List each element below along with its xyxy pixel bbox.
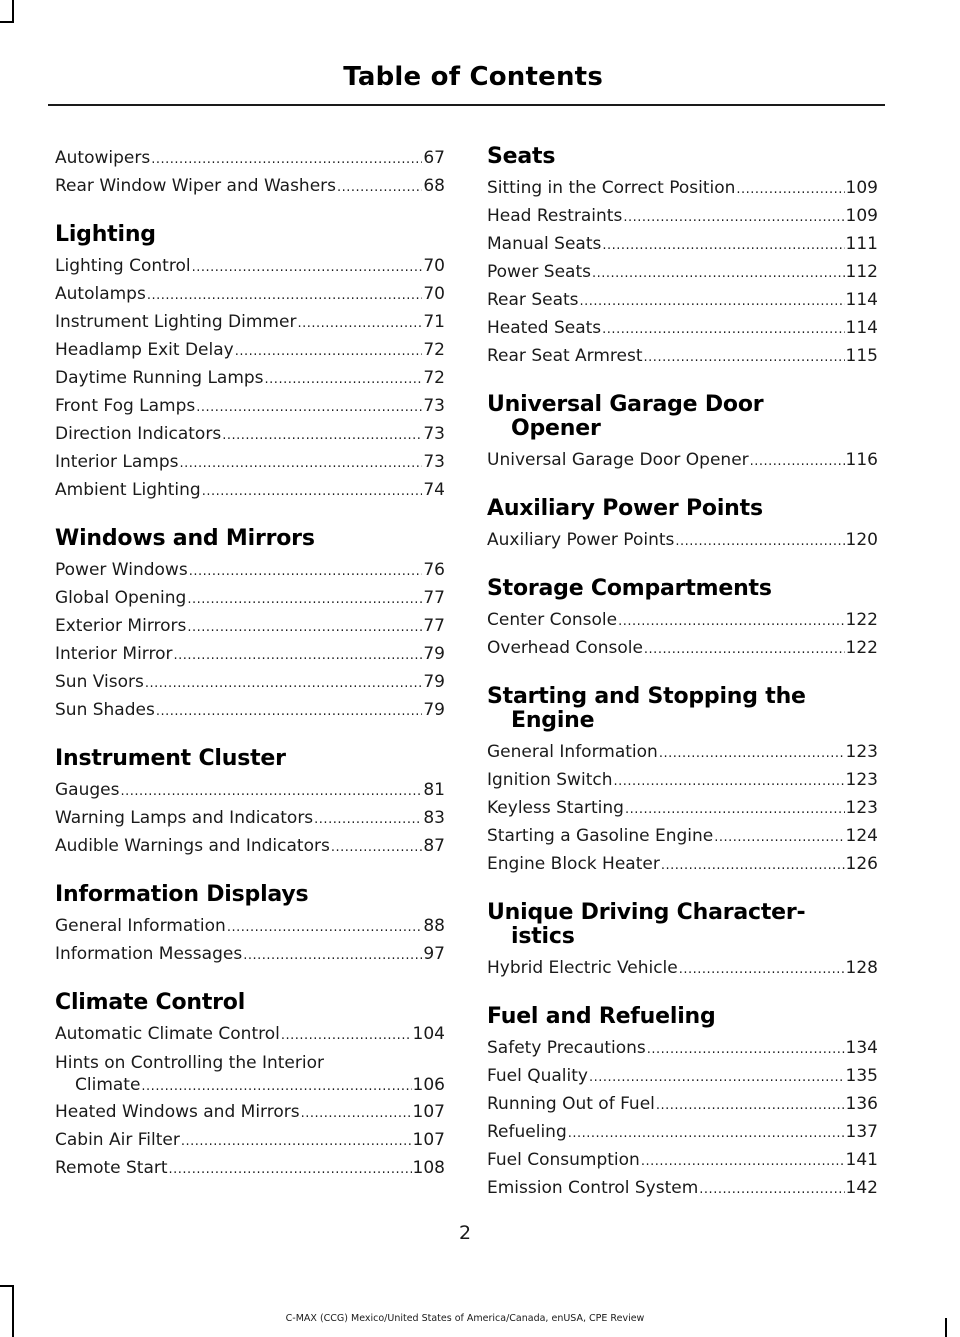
page-title: Table of Contents: [343, 62, 603, 92]
dot-leader: [180, 451, 423, 477]
section-title: [487, 1005, 878, 1029]
toc-entry-page: 74: [423, 480, 445, 500]
section-title-line: Fuel and Refueling: [487, 1004, 716, 1029]
toc-entry-autowipers[interactable]: [55, 145, 445, 173]
toc-entry-warning-lamps-and-indicators[interactable]: [55, 805, 445, 833]
dot-leader: [618, 609, 844, 635]
toc-entry-fuel-consumption[interactable]: [487, 1147, 878, 1175]
toc-entry-label: Hints on Controlling the Interior: [55, 1053, 324, 1073]
toc-entry-center-console[interactable]: [487, 607, 878, 635]
toc-entry-label: Emission Control System: [487, 1178, 699, 1198]
toc-entry-audible-warnings-and-indicators[interactable]: [55, 833, 445, 861]
toc-entry-label: Gauges: [55, 780, 120, 800]
toc-entry-label: Warning Lamps and Indicators: [55, 808, 314, 828]
toc-entry-page: 71: [423, 312, 445, 332]
dot-leader: [265, 367, 423, 393]
toc-entry-label: Manual Seats: [487, 234, 602, 254]
dot-leader: [750, 449, 845, 475]
dot-leader: [625, 797, 845, 823]
toc-entry-page: 123: [845, 798, 878, 818]
dot-leader: [659, 741, 845, 767]
dot-leader: [602, 317, 844, 343]
toc-entry-page: 97: [423, 944, 445, 964]
toc-entry-engine-block-heater[interactable]: [487, 851, 878, 879]
dot-leader: [568, 1121, 845, 1147]
toc-entry-universal-garage-door-opener[interactable]: [487, 447, 878, 475]
toc-entry-page: 70: [423, 256, 445, 276]
section-title: [55, 883, 445, 907]
toc-entry-label: Information Messages: [55, 944, 243, 964]
dot-leader: [187, 587, 422, 613]
toc-entry-page: 73: [423, 424, 445, 444]
toc-entry-label: Center Console: [487, 610, 618, 630]
toc-entry-label: Sitting in the Correct Position: [487, 178, 736, 198]
toc-entry-label: Audible Warnings and Indicators: [55, 836, 330, 856]
dot-leader: [189, 559, 423, 585]
dot-leader: [181, 1129, 412, 1155]
toc-entry-remote-start[interactable]: [55, 1155, 445, 1183]
toc-entry-label: Heated Windows and Mirrors: [55, 1102, 300, 1122]
toc-entry-heated-windows-and-mirrors[interactable]: [55, 1099, 445, 1127]
toc-entry-continuation: [55, 1074, 445, 1098]
toc-entry-page: 116: [845, 450, 878, 470]
toc-entry-label: Safety Precautions: [487, 1038, 646, 1058]
dot-leader: [647, 1037, 845, 1063]
dot-leader: [623, 205, 844, 231]
dot-leader: [736, 177, 844, 203]
dot-leader: [337, 175, 422, 201]
dot-leader: [656, 1093, 845, 1119]
dot-leader: [714, 825, 844, 851]
section-title: [487, 497, 878, 521]
toc-section: [487, 685, 878, 879]
toc-entry-head-restraints[interactable]: [487, 203, 878, 231]
toc-entry-rear-seat-armrest[interactable]: [487, 343, 878, 371]
dot-leader: [613, 769, 844, 795]
toc-entry-heated-seats[interactable]: [487, 315, 878, 343]
toc-entry-power-windows[interactable]: [55, 557, 445, 585]
toc-entry-ambient-lighting[interactable]: [55, 477, 445, 505]
toc-entry-ignition-switch[interactable]: [487, 767, 878, 795]
toc-entry-page: 79: [423, 672, 445, 692]
toc-entry-label: Autowipers: [55, 148, 151, 168]
toc-entry-keyless-starting[interactable]: [487, 795, 878, 823]
toc-entry-power-seats[interactable]: [487, 259, 878, 287]
toc-entry-label: Autolamps: [55, 284, 146, 304]
toc-entry-label: Front Fog Lamps: [55, 396, 196, 416]
toc-entry-page: 72: [423, 368, 445, 388]
toc-entry-page: 109: [845, 206, 878, 226]
dot-leader: [227, 915, 423, 941]
toc-entry-page: 72: [423, 340, 445, 360]
section-title: [55, 991, 445, 1015]
dot-leader: [661, 853, 845, 879]
toc-entry-label: Overhead Console: [487, 638, 643, 658]
toc-entry-label: Power Seats: [487, 262, 591, 282]
toc-entry-label: Keyless Starting: [487, 798, 624, 818]
dot-leader: [192, 255, 423, 281]
toc-entry-page: 107: [412, 1130, 445, 1150]
dot-leader: [202, 479, 423, 505]
section-title-line: Information Displays: [55, 882, 309, 907]
toc-entry-page: 87: [423, 836, 445, 856]
toc-entry-daytime-running-lamps[interactable]: [55, 365, 445, 393]
toc-entry-page: 73: [423, 396, 445, 416]
toc-section: [487, 497, 878, 555]
crop-mark-top-left-v: [12, 0, 14, 22]
dot-leader: [602, 233, 844, 259]
toc-entry-label: Ignition Switch: [487, 770, 613, 790]
dot-leader: [174, 643, 423, 669]
toc-section: [55, 527, 445, 725]
toc-entry-page: 77: [423, 616, 445, 636]
dot-leader: [331, 835, 423, 861]
section-title: [55, 527, 445, 551]
toc-section: [55, 145, 445, 201]
toc-entry-label: Direction Indicators: [55, 424, 222, 444]
toc-entry-label: Running Out of Fuel: [487, 1094, 655, 1114]
toc-right-column: [487, 145, 878, 1225]
dot-leader: [281, 1023, 412, 1049]
toc-entry-page: 108: [412, 1158, 445, 1178]
dot-leader: [156, 699, 423, 725]
section-title: [55, 747, 445, 771]
crop-mark-bottom-left-h: [0, 1285, 14, 1287]
toc-entry-label: General Information: [55, 916, 226, 936]
toc-entry-label: Automatic Climate Control: [55, 1024, 280, 1044]
toc-entry-page: 122: [845, 610, 878, 630]
toc-entry-sun-visors[interactable]: [55, 669, 445, 697]
toc-entry-page: 70: [423, 284, 445, 304]
dot-leader: [644, 345, 845, 371]
section-title-line: Storage Compartments: [487, 576, 772, 601]
toc-entry-label: Cabin Air Filter: [55, 1130, 180, 1150]
toc-entry-rear-window-wiper-and-washers[interactable]: [55, 173, 445, 201]
section-title-line: Unique Driving Character-: [487, 900, 806, 925]
section-title-line: Seats: [487, 144, 556, 169]
toc-entry-cabin-air-filter[interactable]: [55, 1127, 445, 1155]
toc-entry-general-information[interactable]: [487, 739, 878, 767]
dot-leader: [589, 1065, 845, 1091]
toc-entry-page: 68: [423, 176, 445, 196]
toc-entry-page: 67: [423, 148, 445, 168]
section-title-line: Engine: [511, 708, 595, 733]
toc-entry-general-information[interactable]: [55, 913, 445, 941]
dot-leader: [187, 615, 422, 641]
toc-section: [487, 577, 878, 663]
toc-entry-exterior-mirrors[interactable]: [55, 613, 445, 641]
toc-entry-label: Head Restraints: [487, 206, 623, 226]
toc-entry-label: Universal Garage Door Opener: [487, 450, 749, 470]
toc-section: [487, 1005, 878, 1203]
section-title: [487, 577, 878, 601]
toc-entry-overhead-console[interactable]: [487, 635, 878, 663]
section-title-line: Windows and Mirrors: [55, 526, 315, 551]
toc-entry-label: Global Opening: [55, 588, 187, 608]
toc-entry-starting-a-gasoline-engine[interactable]: [487, 823, 878, 851]
toc-entry-safety-precautions[interactable]: [487, 1035, 878, 1063]
toc-entry-label: Sun Visors: [55, 672, 144, 692]
section-title: [487, 901, 878, 949]
toc-entry-page: 123: [845, 770, 878, 790]
toc-entry-page: 79: [423, 700, 445, 720]
toc-entry-label: General Information: [487, 742, 658, 762]
toc-entry-page: 128: [845, 958, 878, 978]
toc-entry-page: 142: [845, 1178, 878, 1198]
toc-entry-page: 83: [423, 808, 445, 828]
toc-entry-gauges[interactable]: [55, 777, 445, 805]
toc-entry-fuel-quality[interactable]: [487, 1063, 878, 1091]
page-number: 2: [458, 1222, 472, 1244]
toc-entry-page: 141: [845, 1150, 878, 1170]
toc-entry-rear-seats[interactable]: [487, 287, 878, 315]
toc-entry-label: Interior Lamps: [55, 452, 179, 472]
toc-entry-label: Heated Seats: [487, 318, 602, 338]
toc-entry-hybrid-electric-vehicle[interactable]: [487, 955, 878, 983]
footer-document-id: C-MAX (CCG) Mexico/United States of America/Canada, enUSA, CPE Review: [285, 1313, 645, 1324]
toc-entry-label: Ambient Lighting: [55, 480, 201, 500]
toc-entry-page: 115: [845, 346, 878, 366]
toc-entry-running-out-of-fuel[interactable]: [487, 1091, 878, 1119]
toc-entry-page: 111: [845, 234, 878, 254]
section-title-line: Starting and Stopping the: [487, 684, 806, 709]
dot-leader: [196, 395, 422, 421]
dot-leader: [301, 1101, 412, 1127]
crop-mark-bottom-right-v: [945, 1318, 947, 1337]
toc-entry-interior-mirror[interactable]: [55, 641, 445, 669]
toc-entry-label: Daytime Running Lamps: [55, 368, 264, 388]
toc-entry-label: Rear Window Wiper and Washers: [55, 176, 337, 196]
toc-entry-label: Refueling: [487, 1122, 567, 1142]
toc-entry-interior-lamps[interactable]: [55, 449, 445, 477]
dot-leader: [679, 957, 845, 983]
section-title-line: Instrument Cluster: [55, 746, 286, 771]
toc-entry-label: Headlamp Exit Delay: [55, 340, 234, 360]
toc-entry-page: 126: [845, 854, 878, 874]
toc-entry-emission-control-system[interactable]: [487, 1175, 878, 1203]
toc-entry-global-opening[interactable]: [55, 585, 445, 613]
toc-entry-page: 134: [845, 1038, 878, 1058]
dot-leader: [592, 261, 845, 287]
section-title-line: istics: [511, 924, 575, 949]
toc-entry-sun-shades[interactable]: [55, 697, 445, 725]
dot-leader: [169, 1157, 412, 1183]
toc-section: [55, 883, 445, 969]
toc-entry-page: 136: [845, 1094, 878, 1114]
toc-entry-refueling[interactable]: [487, 1119, 878, 1147]
toc-entry-label: Exterior Mirrors: [55, 616, 187, 636]
crop-mark-top-left-h: [0, 21, 14, 23]
toc-entry-manual-seats[interactable]: [487, 231, 878, 259]
toc-entry-auxiliary-power-points[interactable]: [487, 527, 878, 555]
toc-entry-page: 135: [845, 1066, 878, 1086]
section-title-line: Climate Control: [55, 990, 246, 1015]
dot-leader: [145, 671, 423, 697]
dot-leader: [235, 339, 423, 365]
toc-entry-page: 124: [845, 826, 878, 846]
toc-section: [487, 145, 878, 371]
dot-leader: [699, 1177, 844, 1203]
dot-leader: [580, 289, 845, 315]
dot-leader: [141, 1076, 411, 1098]
toc-entry-instrument-lighting-dimmer[interactable]: [55, 309, 445, 337]
toc-entry-label: Power Windows: [55, 560, 188, 580]
toc-entry-page: 77: [423, 588, 445, 608]
dot-leader: [675, 529, 844, 555]
toc-entry-page: 81: [423, 780, 445, 800]
section-title-line: Lighting: [55, 222, 156, 247]
toc-entry-page: 88: [423, 916, 445, 936]
toc-entry-hints-on-controlling-the-interior[interactable]: [55, 1052, 445, 1098]
toc-entry-label: Lighting Control: [55, 256, 191, 276]
toc-entry-label: Fuel Consumption: [487, 1150, 640, 1170]
toc-entry-page: 137: [845, 1122, 878, 1142]
section-title: [487, 393, 878, 441]
toc-entry-front-fog-lamps[interactable]: [55, 393, 445, 421]
toc-entry-page: 114: [845, 318, 878, 338]
toc-entry-direction-indicators[interactable]: [55, 421, 445, 449]
toc-entry-label: Starting a Gasoline Engine: [487, 826, 714, 846]
toc-entry-page: 114: [845, 290, 878, 310]
toc-entry-page: 112: [845, 262, 878, 282]
toc-entry-lighting-control[interactable]: [55, 253, 445, 281]
dot-leader: [120, 779, 422, 805]
toc-entry-page: 76: [423, 560, 445, 580]
section-title-line: Opener: [511, 416, 601, 441]
toc-entry-page: 123: [845, 742, 878, 762]
toc-entry-automatic-climate-control[interactable]: [55, 1021, 445, 1049]
toc-entry-page: 79: [423, 644, 445, 664]
section-title: [55, 223, 445, 247]
crop-mark-bottom-left-v: [12, 1285, 14, 1337]
toc-entry-label: Remote Start: [55, 1158, 168, 1178]
dot-leader: [147, 283, 423, 309]
toc-entry-page: 106: [412, 1075, 445, 1095]
toc-entry-headlamp-exit-delay[interactable]: [55, 337, 445, 365]
toc-entry-autolamps[interactable]: [55, 281, 445, 309]
toc-entry-page: 73: [423, 452, 445, 472]
toc-entry-label: Auxiliary Power Points: [487, 530, 675, 550]
toc-entry-label: Engine Block Heater: [487, 854, 660, 874]
dot-leader: [151, 147, 422, 173]
toc-entry-page: 120: [845, 530, 878, 550]
toc-entry-label: Hybrid Electric Vehicle: [487, 958, 678, 978]
section-title: [487, 145, 878, 169]
toc-section: [487, 901, 878, 983]
toc-entry-sitting-in-the-correct-position[interactable]: [487, 175, 878, 203]
toc-entry-information-messages[interactable]: [55, 941, 445, 969]
section-title: [487, 685, 878, 733]
toc-left-column: [55, 145, 445, 1205]
dot-leader: [314, 807, 422, 833]
toc-entry-page: 109: [845, 178, 878, 198]
toc-entry-label: Interior Mirror: [55, 644, 173, 664]
dot-leader: [297, 311, 422, 337]
section-title-line: Universal Garage Door: [487, 392, 764, 417]
toc-entry-page: 122: [845, 638, 878, 658]
toc-entry-page: 107: [412, 1102, 445, 1122]
dot-leader: [644, 637, 845, 663]
toc-entry-label: Fuel Quality: [487, 1066, 588, 1086]
toc-section: [487, 393, 878, 475]
toc-entry-page: 104: [412, 1024, 445, 1044]
dot-leader: [222, 423, 422, 449]
toc-section: [55, 991, 445, 1183]
toc-entry-label: Instrument Lighting Dimmer: [55, 312, 297, 332]
section-title-line: Auxiliary Power Points: [487, 496, 763, 521]
toc-entry-label: Climate: [75, 1075, 141, 1095]
toc-entry-label: Sun Shades: [55, 700, 155, 720]
dot-leader: [243, 943, 422, 969]
toc-section: [55, 747, 445, 861]
toc-entry-label: Rear Seat Armrest: [487, 346, 643, 366]
title-rule: [48, 104, 885, 106]
dot-leader: [641, 1149, 845, 1175]
toc-section: [55, 223, 445, 505]
toc-entry-label: Rear Seats: [487, 290, 579, 310]
